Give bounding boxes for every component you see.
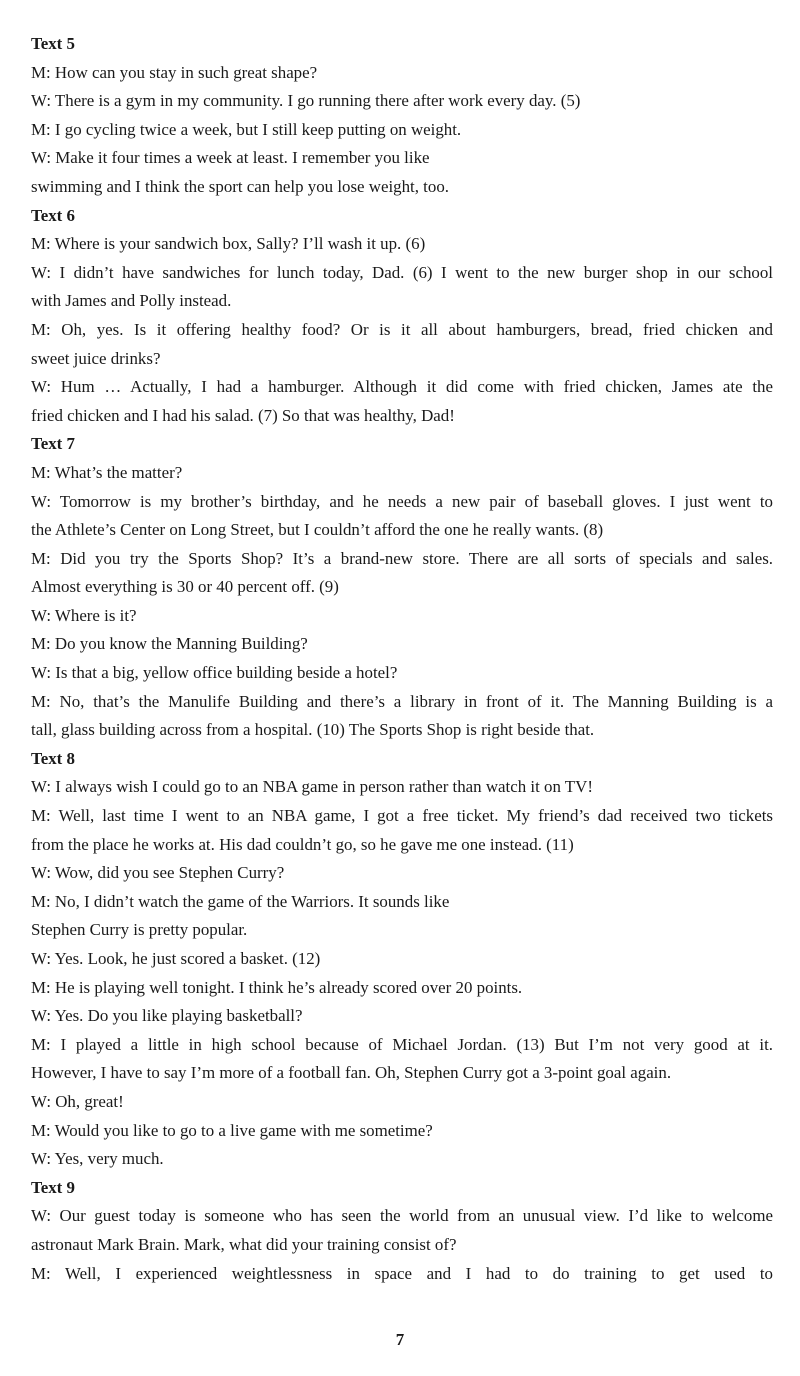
dialogue-line: Stephen Curry is pretty popular. bbox=[31, 920, 248, 940]
dialogue-line: W: Wow, did you see Stephen Curry? bbox=[31, 863, 285, 883]
dialogue-line: M: Well, last time I went to an NBA game, I got a free ticket. My friend’s dad received two tickets bbox=[31, 806, 773, 826]
dialogue-line: M: What’s the matter? bbox=[31, 462, 183, 482]
dialogue-line: M: Would you like to go to a live game with me sometime? bbox=[31, 1120, 433, 1140]
document-page bbox=[31, 30, 773, 1320]
dialogue-line: W: Our guest today is someone who has seen the world from an unusual view. I’d like to welcome bbox=[31, 1206, 773, 1226]
dialogue-line: swimming and I think the sport can help you lose weight, too. bbox=[31, 176, 449, 196]
dialogue-line: M: No, I didn’t watch the game of the Warriors. It sounds like bbox=[31, 891, 450, 911]
dialogue-line: M: Well, I experienced weightlessness in space and I had to do training to get used to bbox=[31, 1263, 773, 1283]
dialogue-line: M: How can you stay in such great shape? bbox=[31, 62, 318, 82]
dialogue-line: W: Hum … Actually, I had a hamburger. Although it did come with fried chicken, James ate the bbox=[31, 377, 773, 397]
dialogue-line: the Athlete’s Center on Long Street, but I couldn’t afford the one he really wants. (8) bbox=[31, 520, 604, 540]
dialogue-line: M: He is playing well tonight. I think he’s already scored over 20 points. bbox=[31, 977, 523, 997]
dialogue-line: W: There is a gym in my community. I go running there after work every day. (5) bbox=[31, 91, 581, 111]
section-heading: Text 5 bbox=[31, 34, 75, 53]
dialogue-line: fried chicken and I had his salad. (7) So that was healthy, Dad! bbox=[31, 405, 455, 425]
dialogue-line: W: Oh, great! bbox=[31, 1091, 124, 1111]
page-number: 7 bbox=[395, 1330, 405, 1349]
dialogue-line: sweet juice drinks? bbox=[31, 348, 161, 368]
dialogue-line: W: Is that a big, yellow office building beside a hotel? bbox=[31, 663, 398, 683]
dialogue-line: However, I have to say I’m more of a football fan. Oh, Stephen Curry got a 3-point goal again. bbox=[31, 1063, 672, 1083]
dialogue-line: W: Tomorrow is my brother’s birthday, and he needs a new pair of baseball gloves. I just went to bbox=[31, 491, 773, 511]
dialogue-line: tall, glass building across from a hospital. (10) The Sports Shop is right beside that. bbox=[31, 720, 595, 740]
dialogue-line: with James and Polly instead. bbox=[31, 291, 232, 311]
section-heading: Text 8 bbox=[31, 748, 75, 768]
dialogue-line: M: Oh, yes. Is it offering healthy food? Or is it all about hamburgers, bread, fried chicken and bbox=[31, 319, 773, 339]
dialogue-line: astronaut Mark Brain. Mark, what did your training consist of? bbox=[31, 1234, 457, 1254]
dialogue-line: W: Yes, very much. bbox=[31, 1149, 164, 1169]
dialogue-line: W: I didn’t have sandwiches for lunch today, Dad. (6) I went to the new burger shop in our school bbox=[31, 262, 773, 282]
dialogue-line: M: Did you try the Sports Shop? It’s a brand-new store. There are all sorts of specials and sales. bbox=[31, 548, 773, 568]
dialogue-line: M: Do you know the Manning Building? bbox=[31, 634, 308, 654]
dialogue-line: W: I always wish I could go to an NBA game in person rather than watch it on TV! bbox=[31, 777, 593, 797]
dialogue-line: M: I go cycling twice a week, but I still keep putting on weight. bbox=[31, 119, 462, 139]
dialogue-line: W: Make it four times a week at least. I remember you like bbox=[31, 148, 430, 168]
section-heading: Text 9 bbox=[31, 1177, 75, 1197]
dialogue-line: M: No, that’s the Manulife Building and there’s a library in front of it. The Manning Building is a bbox=[31, 691, 773, 711]
section-heading: Text 6 bbox=[31, 205, 75, 225]
dialogue-line: M: I played a little in high school because of Michael Jordan. (13) But I’m not very good at it. bbox=[31, 1034, 773, 1054]
section-heading: Text 7 bbox=[31, 434, 75, 454]
dialogue-line: from the place he works at. His dad couldn’t go, so he gave me one instead. (11) bbox=[31, 834, 574, 854]
dialogue-line: W: Yes. Look, he just scored a basket. (12) bbox=[31, 949, 321, 968]
dialogue-line: W: Where is it? bbox=[31, 605, 137, 625]
dialogue-line: W: Yes. Do you like playing basketball? bbox=[31, 1006, 303, 1026]
dialogue-line: M: Where is your sandwich box, Sally? I’ll wash it up. (6) bbox=[31, 234, 426, 254]
dialogue-line: Almost everything is 30 or 40 percent off. (9) bbox=[31, 577, 339, 597]
